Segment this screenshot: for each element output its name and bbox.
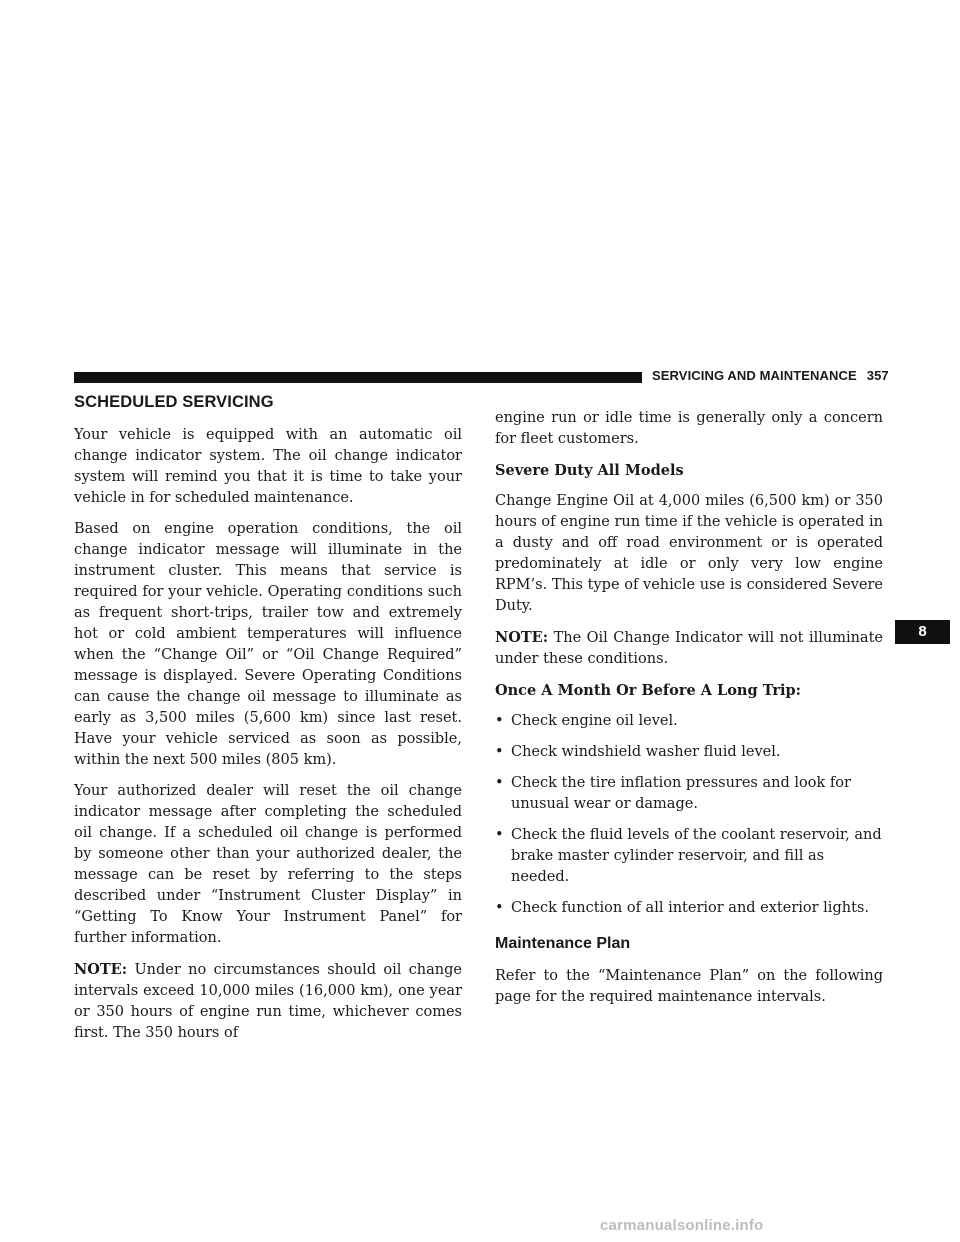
bullet-icon: • bbox=[495, 900, 504, 916]
running-header bbox=[652, 368, 887, 383]
paragraph-dealer-reset: Your authorized dealer will reset the oil change indicator message after completing the scheduled oil change. If a scheduled oil change is performed by someone other than your authorized dealer, the message can be reset by referring to the steps described under “Instrument Cluster Display” in “Getting To Know Your Instrument Panel” for further information. bbox=[74, 783, 462, 946]
note-text: Under no circumstances should oil change intervals exceed 10,000 miles (16,000 km), one year or 350 hours of engine run time, whichever comes first. The 350 hours of bbox=[74, 962, 462, 1041]
list-item: • Check engine oil level. bbox=[495, 711, 883, 732]
list-item: • Check the tire inflation pressures and look for unusual wear or damage. bbox=[495, 775, 851, 812]
bullet-icon: • bbox=[495, 827, 504, 843]
chapter-tab: 8 bbox=[895, 620, 950, 644]
severe-duty-heading: Severe Duty All Models bbox=[495, 462, 684, 479]
list-item: • Check function of all interior and exterior lights. bbox=[495, 898, 883, 919]
note-label: NOTE: bbox=[74, 961, 128, 978]
paragraph-oil-indicator: Your vehicle is equipped with an automatic oil change indicator system. The oil change indicator system will remind you that it is time to take your vehicle in for scheduled maintenance. bbox=[74, 427, 462, 506]
paragraph-maintenance-plan: Refer to the “Maintenance Plan” on the following page for the required maintenance intervals. bbox=[495, 968, 883, 1005]
paragraph-operating-conditions: Based on engine operation conditions, the oil change indicator message will illuminate in the instrument cluster. This means that service is required for your vehicle. Operating conditions such as frequent short-trips, trailer tow and extremely hot or cold ambient temperatures will influence when the “Change Oil” or “Oil Change Required” message is displayed. Severe Operating Conditions can cause the change oil message to illuminate as early as 3,500 miles (5,600 km) since last reset. Have your vehicle serviced as soon as possible, within the next 500 miles (805 km). bbox=[74, 521, 462, 768]
list-item: • Check windshield washer fluid level. bbox=[495, 742, 883, 763]
bullet-icon: • bbox=[495, 775, 504, 791]
header-rule bbox=[74, 372, 642, 383]
paragraph-continuation: engine run or idle time is generally only a concern for fleet customers. bbox=[495, 410, 883, 447]
checklist bbox=[495, 711, 883, 919]
section-name: SERVICING AND MAINTENANCE bbox=[652, 368, 857, 383]
monthly-check-heading: Once A Month Or Before A Long Trip: bbox=[495, 682, 802, 699]
right-column bbox=[495, 408, 883, 1018]
bullet-icon: • bbox=[495, 744, 504, 760]
page-number: 357 bbox=[866, 368, 889, 383]
note-text: The Oil Change Indicator will not illuminate under these conditions. bbox=[495, 630, 883, 667]
note-oil-intervals bbox=[74, 959, 462, 1044]
bullet-icon: • bbox=[495, 713, 504, 729]
list-item: • Check the fluid levels of the coolant reservoir, and brake master cylinder reservoir, and fill as needed. bbox=[495, 827, 882, 885]
watermark: carmanualsonline.info bbox=[600, 1217, 764, 1234]
note-indicator bbox=[495, 627, 883, 670]
section-title: SCHEDULED SERVICING bbox=[74, 393, 274, 411]
maintenance-plan-title: Maintenance Plan bbox=[495, 935, 631, 952]
left-column bbox=[74, 392, 462, 1054]
note-label: NOTE: bbox=[495, 629, 549, 646]
paragraph-severe-duty: Change Engine Oil at 4,000 miles (6,500 km) or 350 hours of engine run time if the vehicle is operated in a dusty and off road environment or is operated predominately at idle or only very low engine RPM’s. This type of vehicle use is considered Severe Duty. bbox=[495, 493, 883, 614]
